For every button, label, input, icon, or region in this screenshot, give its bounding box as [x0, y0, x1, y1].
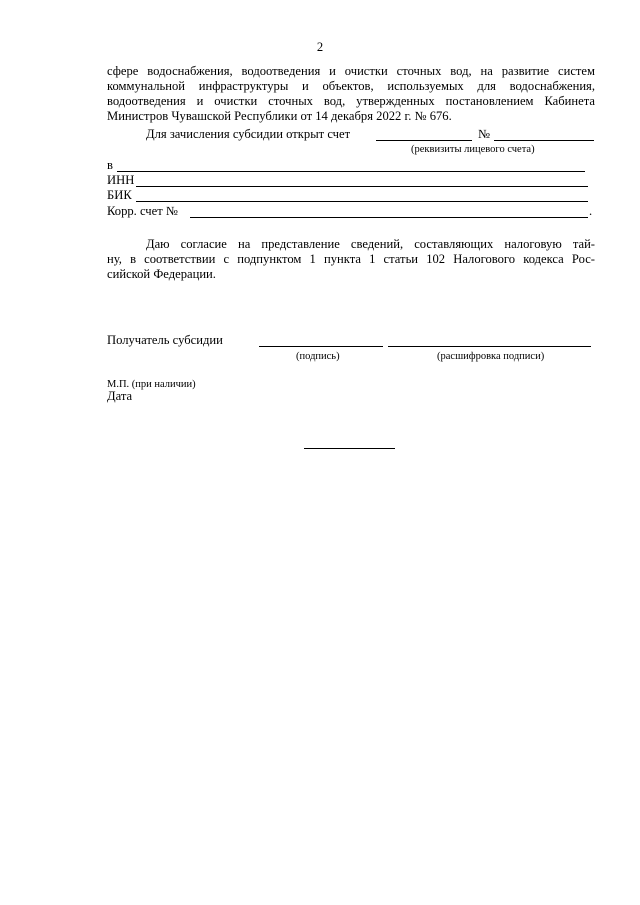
recipient-label: Получатель субсидии	[107, 333, 223, 347]
signature-field	[259, 346, 383, 347]
signature-decode-field	[388, 346, 591, 347]
account-number-field	[376, 140, 472, 141]
stamp-label: М.П. (при наличии)	[107, 379, 196, 390]
intro-line: сфере водоснабжения, водоотведения и очистки сточных вод, на развитие систем	[107, 64, 595, 78]
page-number: 2	[316, 40, 324, 54]
closing-divider	[304, 448, 395, 449]
signature-hint: (подпись)	[296, 351, 340, 362]
bik-label: БИК	[107, 188, 132, 202]
number-sign: №	[478, 127, 491, 141]
corr-account-label: Корр. счет №	[107, 204, 178, 218]
inn-field	[136, 186, 588, 187]
intro-paragraph	[107, 64, 595, 124]
date-label: Дата	[107, 389, 133, 403]
consent-line: сийской Федерации.	[107, 267, 216, 281]
inn-label: ИНН	[107, 173, 135, 187]
account-lead: Для зачисления субсидии открыт счет	[146, 127, 351, 141]
account-hint: (реквизиты лицевого счета)	[411, 144, 535, 155]
intro-line: коммунальной инфраструктуры и объектов, используемых для водоснабжения,	[107, 79, 595, 93]
bik-field	[136, 201, 588, 202]
consent-paragraph	[107, 237, 595, 282]
corr-account-field	[190, 217, 588, 218]
bank-field	[117, 171, 585, 172]
consent-line: Даю согласие на представление сведений, составляющих налоговую тай-	[146, 237, 595, 251]
account-number-field-2	[494, 140, 594, 141]
corr-account-end: .	[589, 204, 593, 218]
consent-line: ну, в соответствии с подпунктом 1 пункта 1 статьи 102 Налогового кодекса Рос-	[107, 252, 595, 266]
intro-line: Министров Чувашской Республики от 14 декабря 2022 г. № 676.	[107, 109, 452, 123]
signature-decode-hint: (расшифровка подписи)	[437, 351, 545, 362]
intro-line: водоотведения и очистки сточных вод, утвержденных постановлением Кабинета	[107, 94, 595, 108]
bank-label: в	[107, 158, 113, 172]
